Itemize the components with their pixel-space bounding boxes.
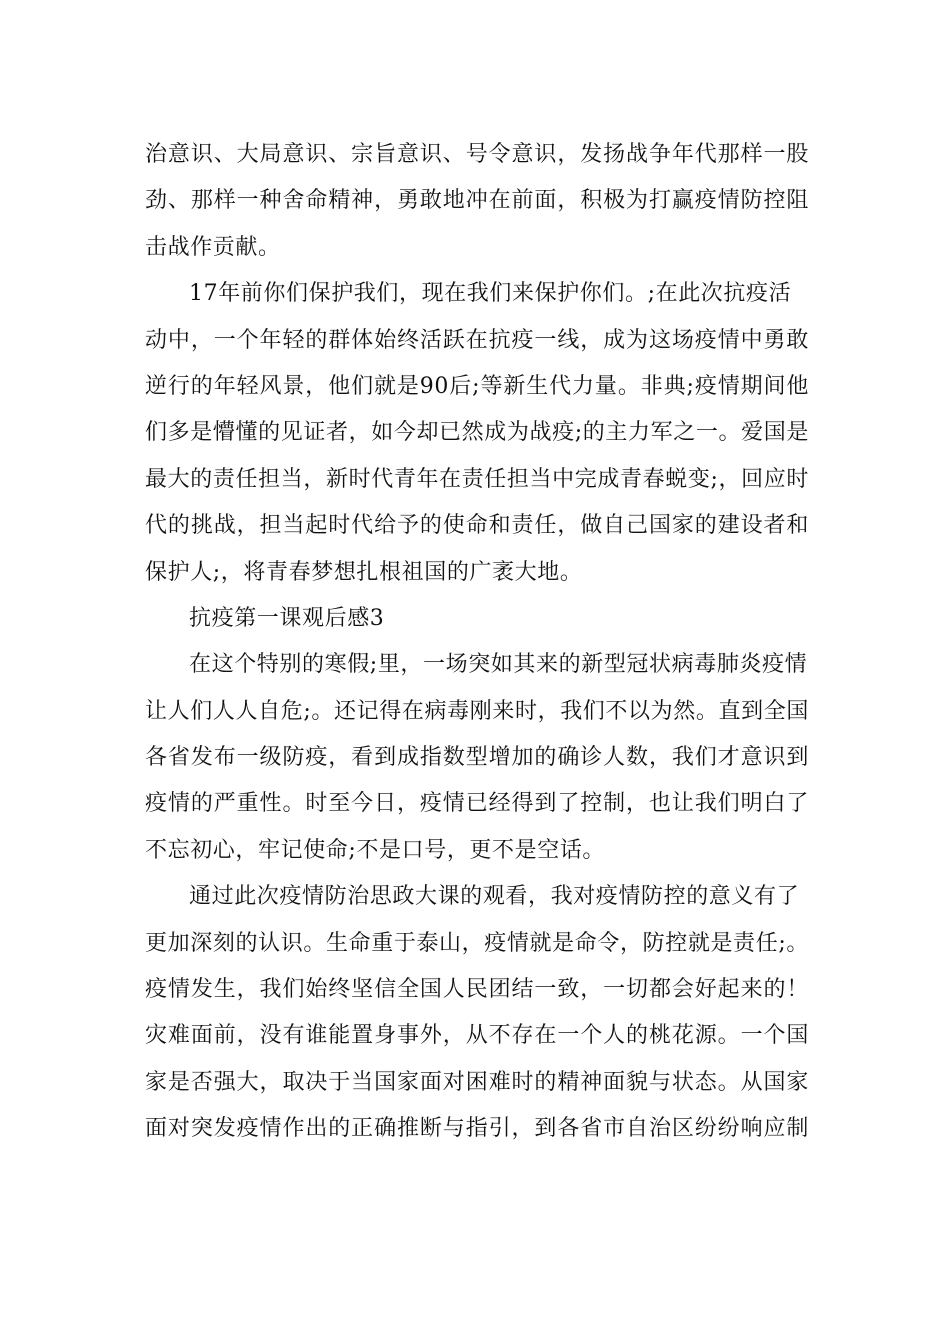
document-body (145, 132, 809, 1153)
section-heading (145, 596, 809, 642)
text-line: 代的挑战，担当起时代给予的使命和责任，做自己国家的建设者和 (145, 513, 809, 539)
text-line: 最大的责任担当，新时代青年在责任担当中完成青春蜕变;，回应时 (145, 466, 809, 492)
text-line: 疫情发生，我们始终坚信全国人民团结一致，一切都会好起来的！ (145, 977, 809, 1003)
text-line: 疫情的严重性。时至今日，疫情已经得到了控制，也让我们明白了 (145, 791, 809, 817)
paragraph-continuation (145, 132, 809, 271)
text-line: 劲、那样一种舍命精神，勇敢地冲在前面，积极为打赢疫情防控阻 (145, 188, 809, 214)
text-line: 各省发布一级防疫，看到成指数型增加的确诊人数，我们才意识到 (145, 745, 809, 771)
text-line: 击战作贡献。 (145, 234, 281, 260)
text-line: 通过此次疫情防治思政大课的观看，我对疫情防控的意义有了 (189, 884, 800, 910)
text-line: 保护人;，将青春梦想扎根祖国的广袤大地。 (145, 559, 583, 585)
text-line: 家是否强大，取决于当国家面对困难时的精神面貌与状态。从国家 (145, 1069, 809, 1095)
text-line: 不忘初心，牢记使命;不是口号，更不是空话。 (145, 837, 606, 863)
text-line: 让人们人人自危;。还记得在病毒刚来时，我们不以为然。直到全国 (145, 698, 809, 724)
text-line: 动中，一个年轻的群体始终活跃在抗疫一线，成为这场疫情中勇敢 (145, 327, 809, 353)
heading-text: 抗疫第一课观后感3 (189, 605, 385, 631)
text-line: 17年前你们保护我们，现在我们来保护你们。;在此次抗疫活 (189, 281, 792, 307)
paragraph (145, 874, 809, 1152)
text-line: 们多是懵懂的见证者，如今却已然成为战疫;的主力军之一。爱国是 (145, 420, 809, 446)
paragraph (145, 271, 809, 596)
paragraph (145, 642, 809, 874)
text-line: 在这个特别的寒假;里，一场突如其来的新型冠状病毒肺炎疫情 (189, 652, 808, 678)
text-line: 逆行的年轻风景，他们就是90后;等新生代力量。非典;疫情期间他 (145, 373, 809, 399)
text-line: 面对突发疫情作出的正确推断与指引，到各省市自治区纷纷响应制 (145, 1116, 809, 1142)
text-line: 治意识、大局意识、宗旨意识、号令意识，发扬战争年代那样一股 (145, 142, 809, 167)
text-line: 灾难面前，没有谁能置身事外，从不存在一个人的桃花源。一个国 (145, 1023, 809, 1049)
text-line: 更加深刻的认识。生命重于泰山，疫情就是命令，防控就是责任;。 (145, 930, 809, 956)
